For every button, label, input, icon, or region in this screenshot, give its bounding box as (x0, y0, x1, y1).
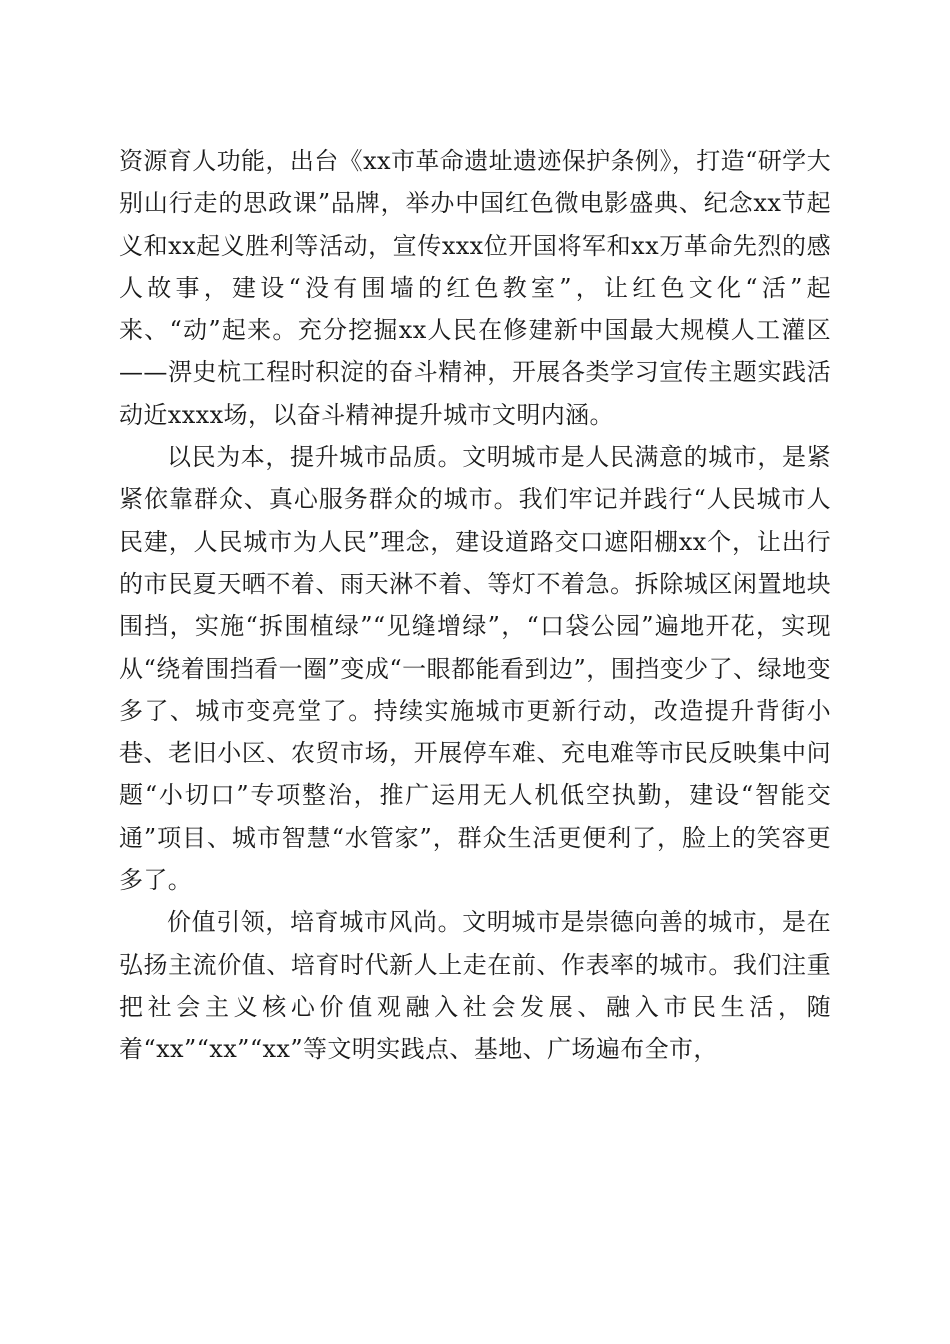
paragraph-people-centered: 以民为本，提升城市品质。文明城市是人民满意的城市，是紧紧依靠群众、真心服务群众的城市。我们牢记并践行“人民城市人民建，人民城市为人民”理念，建设道路交口遮阳棚xx个，让出行的市民夏天晒不着、雨天淋不着、等灯不着急。拆除城区闲置地块围挡，实施“拆围植绿”“见缝增绿”，“口袋公园”遍地开花，实现从“绕着围挡看一圈”变成“一眼都能看到边”，围挡变少了、绿地变多了、城市变亮堂了。持续实施城市更新行动，改造提升背街小巷、老旧小区、农贸市场，开展停车难、充电难等市民反映集中问题“小切口”专项整治，推广运用无人机低空执勤，建设“智能交通”项目、城市智慧“水管家”，群众生活更便利了，脸上的笑容更多了。 (119, 443, 831, 895)
document-body (119, 140, 831, 1071)
paragraph-continued: 资源育人功能，出台《xx市革命遗址遗迹保护条例》，打造“研学大别山行走的思政课”品牌，举办中国红色微电影盛典、纪念xx节起义和xx起义胜利等活动，宣传xxx位开国将军和xx万革命先烈的感人故事，建设“没有围墙的红色教室”，让红色文化“活”起来、“动”起来。充分挖掘xx人民在修建新中国最大规模人工灌区——淠史杭工程时积淀的奋斗精神，开展各类学习宣传主题实践活动近xxxx场，以奋斗精神提升城市文明内涵。 (119, 147, 831, 429)
paragraph-value-guidance: 价值引领，培育城市风尚。文明城市是崇德向善的城市，是在弘扬主流价值、培育时代新人上走在前、作表率的城市。我们注重把社会主义核心价值观融入社会发展、融入市民生活，随着“xx”“xx”“xx”等文明实践点、基地、广场遍布全市， (119, 908, 831, 1064)
